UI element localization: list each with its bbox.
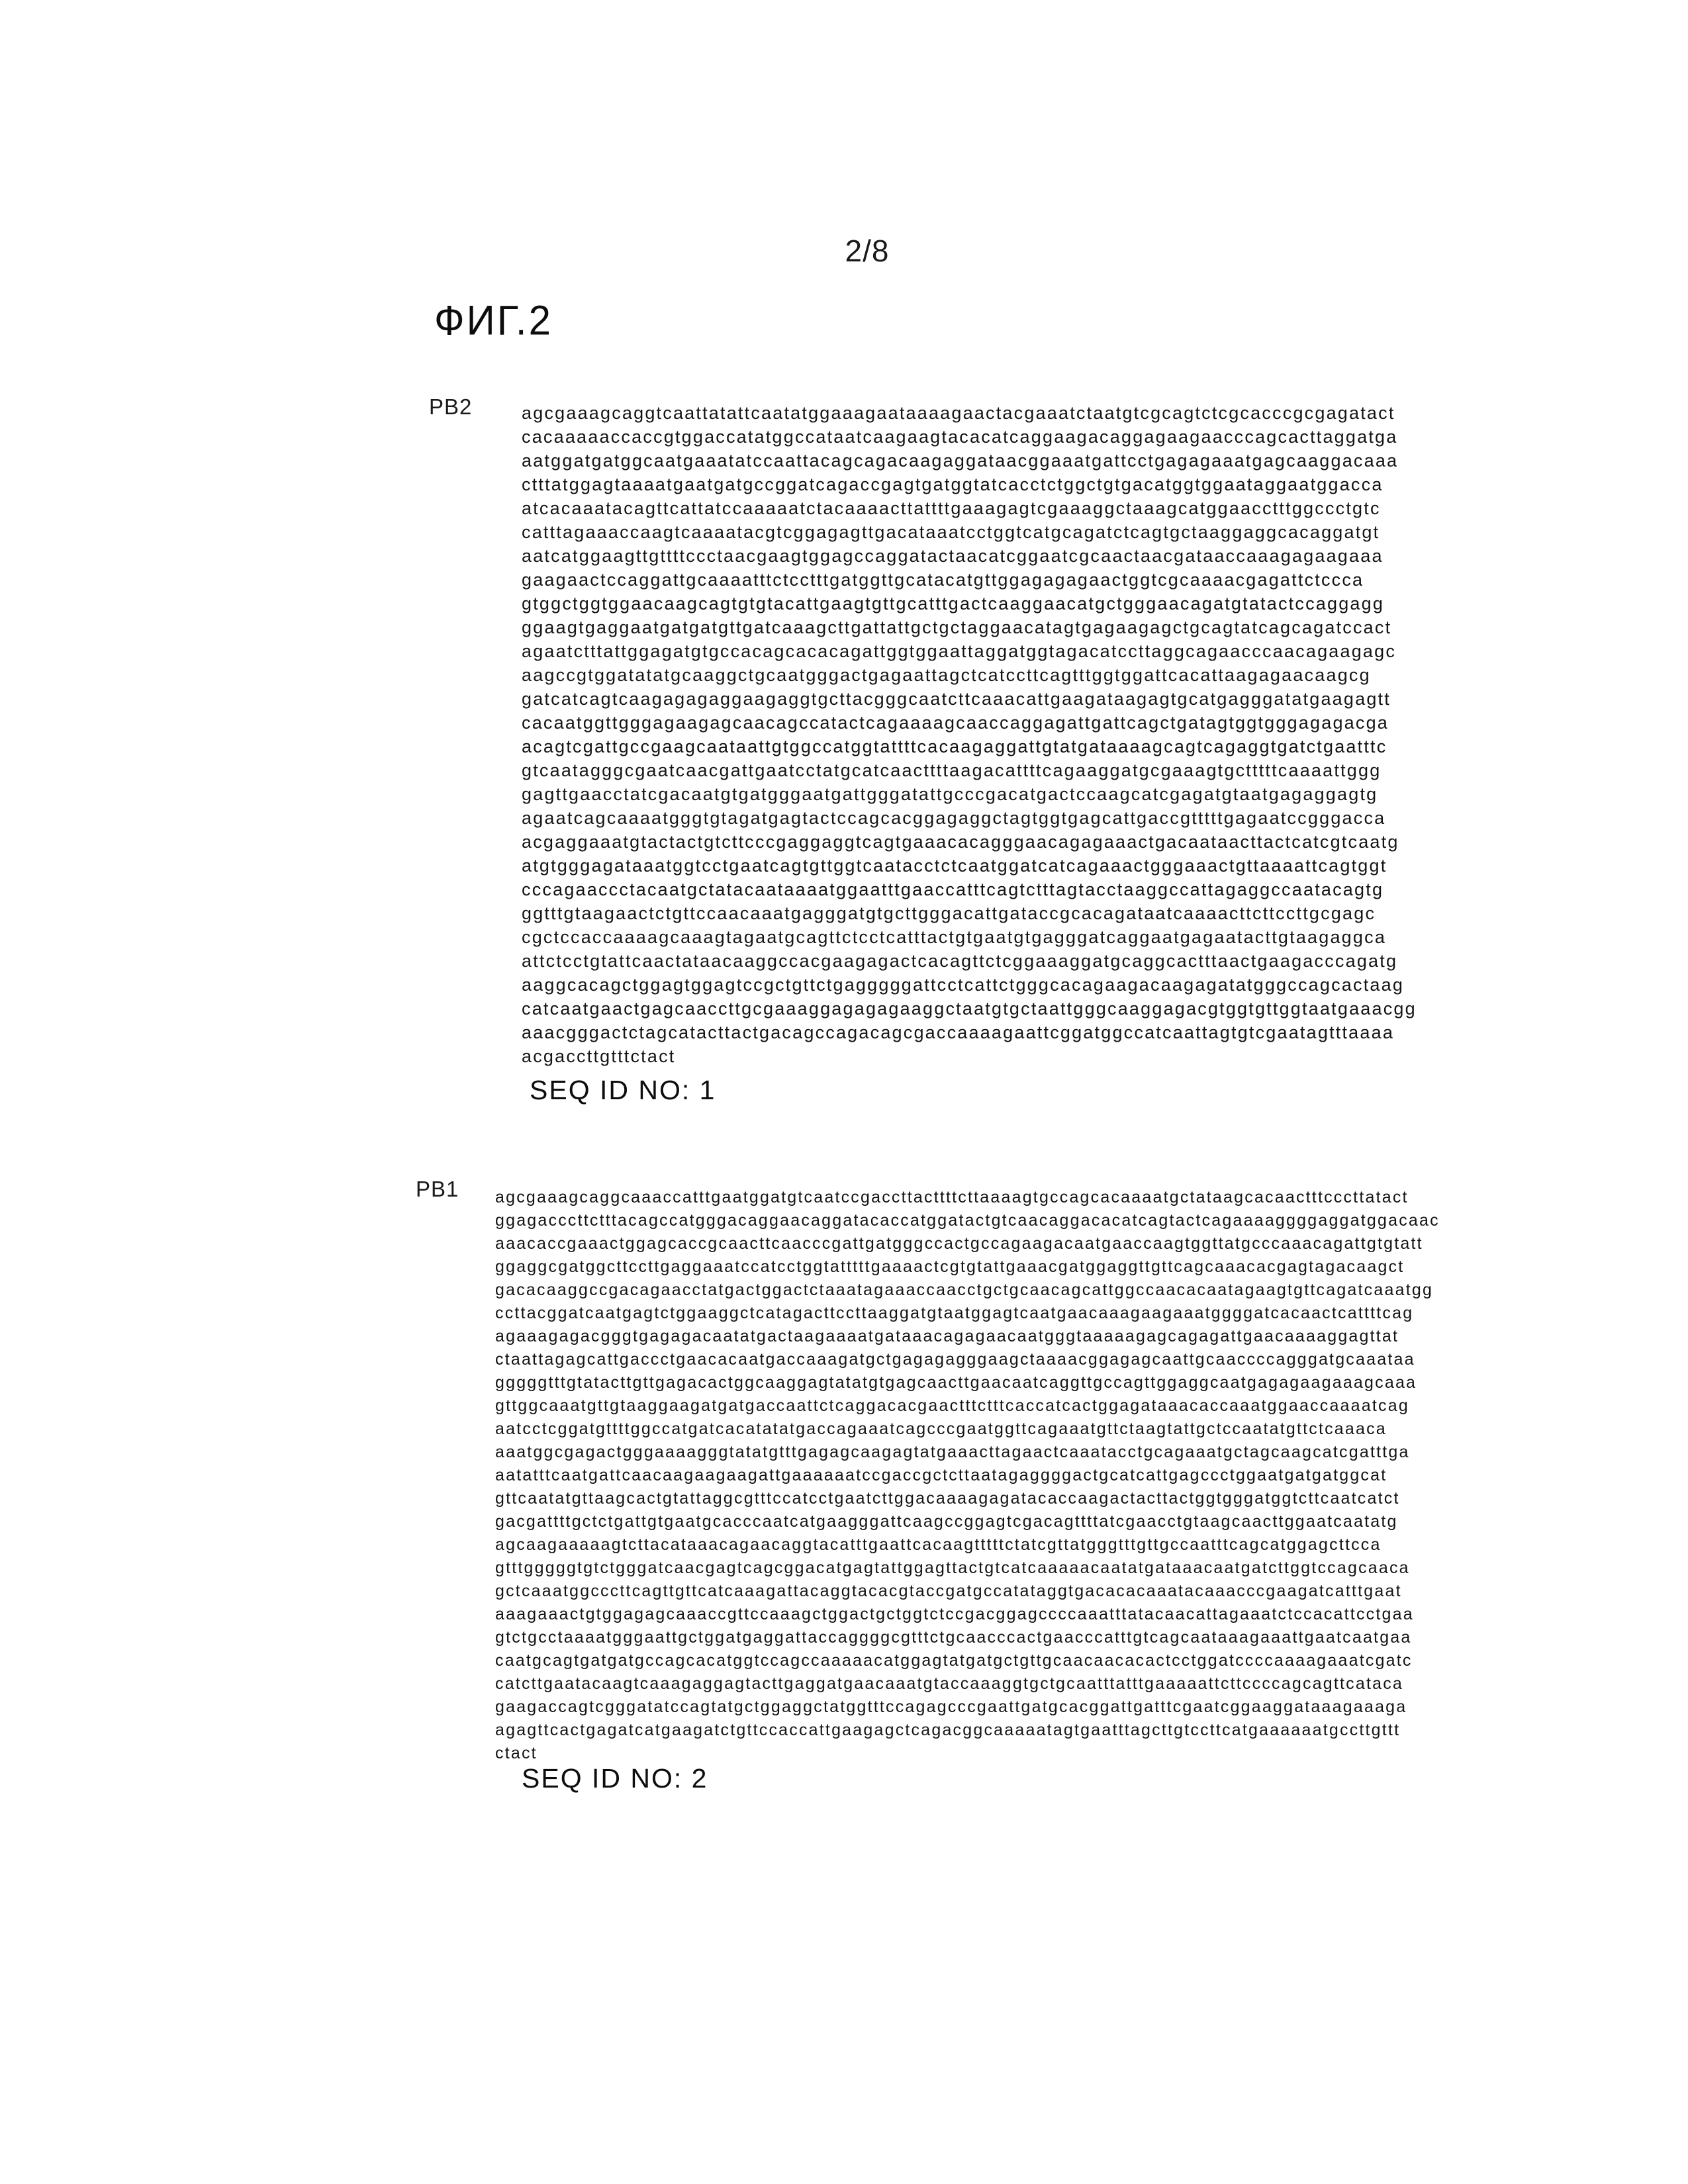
sequence-pb2-nucleotides: agcgaaagcaggtcaattatattcaatatggaaagaataaaagaactacgaaatctaatgtcgcagtctcgcacccgcgagatact cacaaaaaccaccgtggaccatatggccataatcaagaagtacacatcaggaagacaggagaagaacccagcacttaggatga aatggatgatggcaatgaaatatccaattacagcagacaagaggataacggaaatgattcctgagagaaatgagcaaggacaaa ctttatggagtaaaatgaatgatgccggatcagaccgagtgatggtatcacctctggctgtgacatggtggaataggaatggacca atcacaaatacagttcattatccaaaaatctacaaaacttattttgaaagagtcgaaaggctaaagcatggaacctttggccctgtc catttagaaaccaagtcaaaatacgtcggagagttgacataaatcctggtcatgcagatctcagtgctaaggaggcacaggatgt aatcatggaagttgttttccctaacgaagtggagccaggatactaacatcggaatcgcaactaacgataaccaaagagaagaaa gaagaactccaggattgcaaaatttctcctttgatggttgcatacatgttggagagagaactggtcgcaaaacgagattctccca gtggctggtggaacaagcagtgtgtacattgaagtgttgcatttgactcaaggaacatgctgggaacagatgtatactccaggagg ggaagtgaggaatgatgatgttgatcaaagcttgattattgctgctaggaacatagtgagaagagctgcagtatcagcagatccact agaatctttattggagatgtgccacagcacacagattggtggaattaggatggtagacatccttaggcagaacccaacagaagagc aagccgtggatatatgcaaggctgcaatgggactgagaattagctcatccttcagtttggtggattcacattaagagaacaagcg gatcatcagtcaagagagaggaagaggtgcttacgggcaatcttcaaacattgaagataagagtgcatgagggatatgaagagtt cacaatggttgggagaagagcaacagccatactcagaaaagcaaccaggagattgattcagctgatagtggtgggagagacga acagtcgattgccgaagcaataattgtggccatggtattttcacaagaggattgtatgataaaagcagtcagaggtgatctgaatttc gtcaatagggcgaatcaacgattgaatcctatgcatcaacttttaagacattttcagaaggatgcgaaagtgctttttcaaaattggg gagttgaacctatcgacaatgtgatgggaatgattgggatattgcccgacatgactccaagcatcgagatgtaatgagaggagtg agaatcagcaaaatgggtgtagatgagtactccagcacggagaggctagtggtgagcattgaccgtttttgagaatccgggacca acgaggaaatgtactactgtcttcccgaggaggtcagtgaaacacagggaacagagaaactgacaataacttactcatcgtcaatg atgtgggagataaatggtcctgaatcagtgttggtcaatacctctcaatggatcatcagaaactgggaaactgttaaaattcagtggt cccagaaccctacaatgctatacaataaaatggaatttgaaccatttcagtctttagtacctaaggccattagaggccaatacagtg ggtttgtaagaactctgttccaacaaatgagggatgtgcttgggacattgataccgcacagataatcaaaacttcttccttgcgagc cgctccaccaaaagcaaagtagaatgcagttctcctcatttactgtgaatgtgagggatcaggaatgagaatacttgtaagaggca attctcctgtattcaactataacaaggccacgaagagactcacagttctcggaaaggatgcaggcactttaactgaagacccagatg aaggcacagctggagtggagtccgctgttctgagggggattcctcattctgggcacagaagacaagagatatgggccagcactaag catcaatgaactgagcaaccttgcgaaaggagagagaaggctaatgtgctaattgggcaaggagacgtggtgttggtaatgaaacgg aaacgggactctagcatacttactgacagccagacagcgaccaaaagaattcggatggccatcaattagtgtcgaatagtttaaaa acgaccttgtttctact: [522, 403, 1417, 1066]
gene-label-pb2: PB2: [429, 394, 473, 419]
seq-id-label-2: SEQ ID NO: 2: [522, 1763, 708, 1794]
page-number: 2/8: [845, 234, 890, 268]
seq-id-label-1: SEQ ID NO: 1: [530, 1075, 716, 1105]
sequence-pb1-nucleotides: agcgaaagcaggcaaaccatttgaatggatgtcaatccgaccttacttttcttaaaagtgccagcacaaaatgctataagcacaactttcccttatact ggagacccttctttacagccatgggacaggaacaggatacaccatggatactgtcaacaggacacatcagtactcagaaaaggggaggatggacaac aaacaccgaaactggagcaccgcaacttcaacccgattgatgggccactgccagaagacaatgaaccaagtggttatgcccaaacagattgtgtatt ggaggcgatggcttccttgaggaaatccatcctggtatttttgaaaactcgtgtattgaaacgatggaggttgttcagcaaacacgagtagacaagct gacacaaggccgacagaacctatgactggactctaaatagaaaccaacctgctgcaacagcattggccaacacaatagaagtgttcagatcaaatgg ccttacggatcaatgagtctggaaggctcatagacttccttaaggatgtaatggagtcaatgaacaaagaagaaatggggatcacaactcattttcag agaaagagacgggtgagagacaatatgactaagaaaatgataaacagagaacaatgggtaaaaagagcagagattgaacaaaaggagttat ctaattagagcattgaccctgaacacaatgaccaaagatgctgagagagggaagctaaaacggagagcaattgcaaccccagggatgcaaataa gggggtttgtatacttgttgagacactggcaaggagtatatgtgagcaacttgaacaatcaggttgccagttggaggcaatgagagaagaaagcaaa gttggcaaatgttgtaaggaagatgatgaccaattctcaggacacgaactttctttcaccatcactggagataaacaccaaatggaaccaaaatcag aatcctcggatgttttggccatgatcacatatatgaccagaaatcagcccgaatggttcagaaatgttctaagtattgctccaatatgttctcaaaca aaatggcgagactgggaaaagggtatatgtttgagagcaagagtatgaaacttagaactcaaatacctgcagaaatgctagcaagcatcgatttga aatatttcaatgattcaacaagaagaagattgaaaaaatccgaccgctcttaatagaggggactgcatcattgagccctggaatgatgatggcat gttcaatatgttaagcactgtattaggcgtttccatcctgaatcttggacaaaagagatacaccaagactacttactggtgggatggtcttcaatcatct gacgattttgctctgattgtgaatgcacccaatcatgaagggattcaagccggagtcgacagttttatcgaacctgtaagcaacttggaatcaatatg agcaagaaaaagtcttacataaacagaacaggtacatttgaattcacaagtttttctatcgttatgggtttgttgccaatttcagcatggagcttcca gtttgggggtgtctgggatcaacgagtcagcggacatgagtattggagttactgtcatcaaaaacaatatgataaacaatgatcttggtccagcaaca gctcaaatggcccttcagttgttcatcaaagattacaggtacacgtaccgatgccatataggtgacacacaaatacaaacccgaagatcatttgaat aaagaaactgtggagagcaaaccgttccaaagctggactgctggtctccgacggagccccaaatttatacaacattagaaatctccacattcctgaa gtctgcctaaaatgggaattgctggatgaggattaccaggggcgtttctgcaacccactgaacccatttgtcagcaataaagaaattgaatcaatgaa caatgcagtgatgatgccagcacatggtccagccaaaaacatggagtatgatgctgttgcaacaacacactcctggatccccaaaagaaatcgatc catcttgaatacaagtcaaagaggagtacttgaggatgaacaaatgtaccaaaggtgctgcaatttatttgaaaaattcttccccagcagttcataca gaagaccagtcgggatatccagtatgctggaggctatggtttccagagcccgaattgatgcacggattgatttcgaatcggaaggataaagaaaga agagttcactgagatcatgaagatctgttccaccattgaagagctcagacggcaaaaatagtgaatttagcttgtccttcatgaaaaaatgccttgttt ctact: [495, 1188, 1440, 1762]
gene-label-pb1: PB1: [416, 1177, 459, 1201]
figure-title: ФИГ.2: [434, 297, 553, 344]
